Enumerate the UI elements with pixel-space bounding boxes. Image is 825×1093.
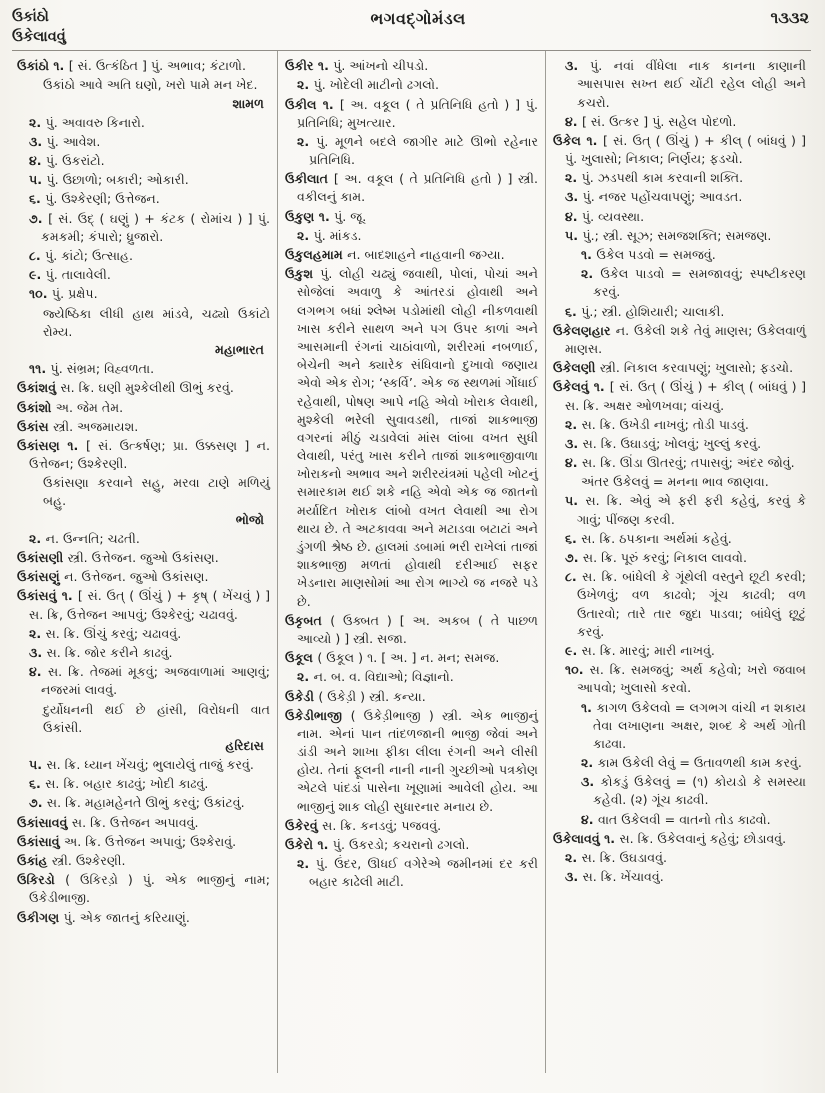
sense-item xyxy=(553,303,806,321)
column-1 xyxy=(10,51,277,1073)
entry-text: સ. ક્રિ. ઘણી મુશ્કેલીથી ઊભું કરવું. xyxy=(60,380,234,396)
sense-item xyxy=(553,492,806,528)
headword: ઉકેરો ૧. xyxy=(285,837,333,852)
entry-text: પું. સંભ્રમ; વિહ્વળતા. xyxy=(50,361,155,377)
sense-item xyxy=(17,663,270,699)
quote-source: હરિદાસ xyxy=(225,737,264,753)
headword: ઉકેલાવવું ૧. xyxy=(553,830,620,846)
sense-number: ૩. xyxy=(565,189,583,205)
sense-number: ૨. xyxy=(297,669,314,685)
sense-item xyxy=(17,190,270,208)
headword: ઉકીલ ૧. xyxy=(285,96,340,112)
sense-number: ૪. xyxy=(565,455,582,471)
sense-item xyxy=(17,794,270,812)
sense-item xyxy=(553,208,806,226)
sense-item xyxy=(17,152,270,170)
headword: ઉકાંસાવવું xyxy=(17,814,72,830)
sense-item xyxy=(17,530,270,548)
entry-text: [ સં. ઉત્ ( ઊંચું ) + કૃષ્ ( ખેંચવું ) ] સ. ક્રિ, ઉત્તેજન આપવું; ઉશ્કેરવું; ચઢાવવું. xyxy=(29,588,270,622)
entry-text: પું. વ્યવસ્થા. xyxy=(581,208,645,224)
headword: ઉકેલ ૧. xyxy=(553,132,604,148)
sense-number: ૩. xyxy=(581,774,601,790)
entry-text: પું. તાલાવેલી. xyxy=(45,267,111,283)
verse-quote xyxy=(17,701,270,756)
sense-number: ૨. xyxy=(297,227,314,243)
entry-text: સ. ક્રિ. ઊંચું કરવું; ચઢાવવું. xyxy=(45,625,182,641)
entry-text: સ. ક્રિ. ઉત્તેજન અપાવવું. xyxy=(71,814,199,830)
sense-number: ૨. xyxy=(29,114,46,130)
sense-item xyxy=(553,849,806,867)
dictionary-entry xyxy=(285,265,538,611)
idiom-line xyxy=(553,811,806,829)
entry-text: ( ઉકેડ઼ીભાજી ) સ્ત્રી. એક ભાજીનું નામ. એનાં પાન તાંદળજાની ભાજી જેવાં અને ડાંડી અને શાખા ફીકા લીલા રંગની અને લીસી હોય. તેનાં ફૂલની નાની નાની ગુચ્છીઓ પત્રકોણ એટલે પાંદડાં પાસેના ખૂણામાં આવેલી હોય. આ ભાજીનું શાક લોહી સુધારનાર મનાય છે. xyxy=(297,707,538,814)
entry-text: પું. ઉંદર, ઊધઈ વગેરેએ જમીનમાં દર કરી બહાર કાઢેલી માટી. xyxy=(309,856,539,890)
entry-text: પું.; સ્ત્રી. હોશિયારી; ચાલાકી. xyxy=(581,303,725,319)
entry-text: સ. ક્રિ. જોર કરીને કાઢવું. xyxy=(46,644,173,660)
entry-text: ( ઉકેડ઼ી ) સ્ત્રી. કન્યા. xyxy=(318,688,426,704)
headword: ઉકેડીભાજી xyxy=(285,707,351,723)
headword: ઉકાંસવું ૧. xyxy=(17,588,78,604)
dictionary-entry xyxy=(285,96,538,132)
entry-text: દુર્યોધનની થઈ છે હાંસી, વિરોધની વાત ઉકાંસી. xyxy=(43,701,270,735)
dictionary-entry xyxy=(17,587,270,623)
dictionary-entry xyxy=(285,707,538,816)
dictionary-entry xyxy=(285,817,538,835)
column-3 xyxy=(545,51,813,1073)
dictionary-entry xyxy=(285,57,538,75)
sense-number: ૭. xyxy=(29,795,47,811)
sense-number: ૨. xyxy=(581,755,598,771)
sense-item xyxy=(17,775,270,793)
entry-text: પું. પ્રક્ષેપ. xyxy=(51,286,98,302)
headword: ઉકેરવું xyxy=(285,817,323,833)
headword: ઉકૃબત xyxy=(285,612,331,628)
page-header xyxy=(10,8,813,49)
sense-number: ૪. xyxy=(565,208,582,224)
sense-number: ૩. xyxy=(29,133,47,149)
headword: ઉકાંસાવું xyxy=(17,833,65,849)
headword: ઉકુશ xyxy=(285,266,321,282)
sense-number: ૧૧. xyxy=(29,361,51,377)
sense-number: ૮. xyxy=(29,248,46,263)
headword: ઉકાંશવું xyxy=(17,380,61,396)
entry-text: સ. ક્રિ. ઉકેલવાનું કહેવું; છોડાવવું. xyxy=(619,830,787,846)
sense-item xyxy=(17,247,270,265)
entry-text: [ અ. વકૂલ ( તે પ્રતિનિધિ હતો ) ] પું. પ્રતિનિધિ; મુખત્યાર. xyxy=(297,96,538,130)
entry-text: ન. ઉત્તેજન. જુઓ ઉકાંસણ. xyxy=(64,569,209,585)
entry-text: સ. ક્રિ. મારવું; મારી નાખવું. xyxy=(581,642,715,658)
dictionary-entry xyxy=(17,833,270,851)
entry-text: સ. ક્રિ. બહાર કાઢવું; ખોદી કાઢવું. xyxy=(45,776,209,792)
entry-text: ઉકેલ પડવો = સમજવું. xyxy=(596,247,716,262)
sense-item xyxy=(553,416,806,434)
sense-number: ૫. xyxy=(565,493,586,509)
dictionary-entry xyxy=(17,418,270,436)
headword: ઉકેલવું ૧. xyxy=(553,379,610,395)
headword: ઉકેલણહાર xyxy=(553,322,616,338)
verse-quote xyxy=(17,474,270,529)
sense-number: ૫. xyxy=(565,227,583,243)
quote-source: મહાભારત xyxy=(215,341,264,357)
sense-number: ૪. xyxy=(565,113,582,129)
dictionary-entry xyxy=(17,852,270,870)
quote-source: ભોજો xyxy=(235,511,264,527)
dictionary-entry xyxy=(285,649,538,667)
verse-quote xyxy=(17,76,270,112)
headword: ઉકાંઠો ૧. xyxy=(17,58,69,74)
entry-text: ( ઉકિરડ઼ો ) પું. એક ભાજીનું નામ; ઉકેડીભાજી. xyxy=(29,872,270,906)
entry-text: [ અ. વકૂલ ( તે પ્રતિનિધિ હતો ) ] સ્ત્રી. વકીલનું કામ. xyxy=(297,171,538,205)
entry-text: સ. ક્રિ. પૂરું કરવું; નિકાલ લાવવો. xyxy=(582,550,747,565)
headword: ઉકીગણ xyxy=(17,909,64,925)
sense-number: ૬. xyxy=(565,530,582,546)
sense-item xyxy=(285,855,538,891)
dictionary-entry xyxy=(553,378,806,414)
entry-text: ન. બ. વ. વિદ્યાઓ; વિજ્ઞાનો. xyxy=(313,669,454,685)
entry-text: વાત ઉકેલવી = વાતનો તોડ કાઢવો. xyxy=(597,811,771,827)
headword: ઉકેલણી xyxy=(553,360,600,376)
entry-text: સ. ક્રિ. તેજમાં મૂકવું; અજવાળામાં આણવું; નજરમાં લાવવું. xyxy=(41,664,270,698)
sense-item xyxy=(17,644,270,662)
sense-number: ૪. xyxy=(29,153,46,169)
entry-text: પું. નવાં વીંધેલા નાક કાનના કાણાની આસપાસ સખ્ત થઈ ચોંટી રહેલ લોહી અને કચરો. xyxy=(577,58,806,110)
sense-item xyxy=(17,133,270,151)
entry-text: ન. બાદશાહને નાહવાની જગ્યા. xyxy=(347,247,505,262)
running-head-last-word: ઉકેલાવવું xyxy=(12,28,66,45)
sense-number: ૭. xyxy=(565,550,583,565)
entry-text: પું. ઝડપથી કામ કરવાની શક્તિ. xyxy=(581,170,744,186)
sense-number: ૯. xyxy=(565,642,582,658)
idiom-line xyxy=(553,473,806,491)
entry-text: ( ઉક્બત ) [ અ. અકબ ( તે પાછળ આવ્યો ) ] સ્ત્રી. સજા. xyxy=(297,612,539,646)
entry-text: પું. ઉકરાંટો. xyxy=(45,153,105,169)
entry-text: પું. અવાવરુ કિનારો. xyxy=(45,114,145,130)
entry-text: પું.; સ્ત્રી. સૂઝ; સમજશક્તિ; સમજણ. xyxy=(582,227,772,243)
running-head-first-word: ઉકાંઠો xyxy=(12,9,49,25)
sense-item xyxy=(17,266,270,284)
sense-number: ૨. xyxy=(581,266,601,282)
entry-text: [ સં. ઉત્કર્ષણ; પ્રા. ઉક્કસણ ] ન. ઉત્તેજન; ઉશ્કેરણી. xyxy=(29,437,271,472)
sense-number: ૩. xyxy=(565,869,583,885)
entry-text: પું. મૂળને બદલે જાગીર માટે ઊભો રહેનાર પ્રતિનિધિ. xyxy=(309,133,538,168)
sense-item xyxy=(553,435,806,453)
dictionary-entry xyxy=(17,437,270,473)
sense-item xyxy=(553,568,806,641)
dictionary-entry xyxy=(17,568,270,586)
headword: ઉકાંશો xyxy=(17,399,56,415)
dictionary-entry xyxy=(553,322,806,358)
dictionary-entry xyxy=(285,170,538,206)
entry-text: સ્ત્રી. નિકાલ કરવાપણું; ખુલાસો; ફડચો. xyxy=(599,360,794,376)
entry-text: પું. જૂ. xyxy=(334,208,367,224)
idiom-line xyxy=(553,773,806,809)
sense-number: ૯. xyxy=(29,267,46,283)
entry-text: સ. ક્રિ. ખેંચાવવું. xyxy=(582,869,664,885)
entry-text: કામ ઉકેલી લેવું = ઉતાવળથી કામ કરવું. xyxy=(597,755,802,771)
sense-number: ૨. xyxy=(565,170,582,186)
dictionary-entry xyxy=(285,836,538,854)
headword: ઉકુણ ૧. xyxy=(285,208,335,224)
headword: ઉકૂલ xyxy=(285,650,318,666)
entry-text: કોકડું ઉકેલવું = (૧) કોયડો કે સમસ્યા કહેવી. (૨) ગૂંચ કાઢવી. xyxy=(593,774,806,808)
sense-number: ૪. xyxy=(581,811,598,827)
sense-item xyxy=(17,285,270,303)
sense-item xyxy=(17,210,270,246)
entry-text: સ. ક્રિ. એવું એ ફરી ફરી કહેવું, કરવું કે ગાવું; પીંજણ કરવી. xyxy=(577,493,806,527)
dictionary-entry xyxy=(17,379,270,397)
sense-item xyxy=(553,642,806,660)
sense-item xyxy=(553,661,806,697)
sense-number: ૧. xyxy=(581,247,597,262)
sense-number: ૩. xyxy=(565,58,591,74)
sense-number: ૬. xyxy=(565,303,582,319)
sense-number: ૫. xyxy=(29,757,47,773)
headword: ઉકીર ૧. xyxy=(285,58,334,74)
entry-text: પું. નજર પહોંચવાપણું; આવડત. xyxy=(582,189,743,205)
entry-text: કાગળ ઉકેલવો = લગભગ વાંચી ન શકાય તેવા લખાણના અક્ષર, શબ્દ કે અર્થ ગોતી કાઢવા. xyxy=(593,699,806,751)
dictionary-entry xyxy=(17,871,270,907)
entry-text: સ. ક્રિ. ઠપકાના અર્થમાં કહેવું. xyxy=(581,530,732,546)
entry-text: [ સં. ઉત્ ( ઊંચું ) + કીલ્ ( બાંધવું ) ] પું. ખુલાસો; નિકાલ; નિર્ણય; ફડચો. xyxy=(565,132,806,167)
sense-number: ૨. xyxy=(29,625,46,641)
entry-text: ( ઉકૂલ ) ૧. [ અ. ] ન. મન; સમજ. xyxy=(317,650,500,666)
sense-number: ૨. xyxy=(565,416,582,432)
dictionary-entry xyxy=(285,688,538,706)
sense-item xyxy=(553,454,806,472)
dictionary-entry xyxy=(17,549,270,567)
entry-text: અ. ક્રિ. ઉત્તેજન અપાવું; ઉશ્કેરાવું. xyxy=(64,833,237,849)
dictionary-entry xyxy=(285,208,538,226)
sense-number: ૧. xyxy=(581,699,597,715)
entry-text: ઉકાંઠો આવે અતિ ઘણો, ખરો પામે મન ખેદ. xyxy=(43,77,258,93)
entry-text: સ. ક્રિ. કનડવું; પજવવું. xyxy=(322,817,442,833)
dictionary-entry xyxy=(17,814,270,832)
entry-text: [ સં. ઉત્કર ] પું. સહેલ પોદળો. xyxy=(581,113,737,129)
entry-text: સ. ક્રિ. ઉઘડાવવું. xyxy=(581,850,667,865)
headword: ઉકુલહમામ xyxy=(285,247,348,262)
sense-item xyxy=(553,549,806,567)
idiom-line xyxy=(553,246,806,264)
sense-number: ૧૦. xyxy=(29,286,52,302)
entry-text: સ. ક્રિ. ઊંડા ઊતરવું; તપાસવું; અંદર જોવું. xyxy=(581,455,795,471)
entry-text: [ સં. ઉદ્ ( ઘણું ) + કંટક ( રોમાંચ ) ] પું. કમકમી; કંપારો; ધ્રુજારો. xyxy=(41,210,270,244)
sense-number: ૫. xyxy=(29,172,47,188)
entry-text: પું. ઉશ્કેરણી; ઉત્તેજન. xyxy=(45,191,160,207)
headword: ઉકેડી xyxy=(285,688,319,704)
headword: ઉકાંસણું xyxy=(17,569,65,585)
sense-item xyxy=(285,76,538,94)
sense-number: ૩. xyxy=(565,435,583,451)
entry-text: અંતર ઉકેલવું = મનના ભાવ જાણવા. xyxy=(581,474,769,490)
sense-item xyxy=(285,227,538,245)
sense-number: ૨. xyxy=(565,850,582,865)
headword: ઉકાંસણ ૧. xyxy=(17,437,86,453)
entry-text: ઉકેલ પાડવો = સમજાવવું; સ્પષ્ટીકરણ કરવું. xyxy=(593,266,807,300)
entry-text: [ સં. ઉત્કંઠિત ] પું. અભાવ; કંટાળો. xyxy=(68,58,246,74)
sense-number: ૭. xyxy=(29,210,49,226)
sense-item xyxy=(17,114,270,132)
entry-text: સ. ક્રિ. ઉઘાડવું; ખોલવું; ખુલ્લું કરવું. xyxy=(582,435,762,451)
headword: ઉકાંસણી xyxy=(17,550,68,565)
entry-text: સ્ત્રી. ઉત્તેજન. જુઓ ઉકાંસણ. xyxy=(67,550,219,565)
sense-number: ૨. xyxy=(297,856,316,872)
sense-item xyxy=(17,360,270,378)
entry-text: સ. ક્રિ. ઉખેડી નાખવું; તોડી પાડવું. xyxy=(581,416,749,432)
text-columns xyxy=(10,51,813,1073)
entry-text: પું. આવેશ. xyxy=(46,133,101,149)
entry-text: સ. ક્રિ. સમજવું; અર્થ કહેવો; ખરો જવાબ આપવો; ખુલાસો કરવો. xyxy=(577,662,806,696)
sense-number: ૩. xyxy=(29,644,47,660)
entry-text: ન. ઉકેલી શકે તેવું માણસ; ઉકેલવાળું માણસ. xyxy=(565,322,806,356)
dictionary-entry xyxy=(285,612,538,648)
sense-item xyxy=(17,171,270,189)
entry-text: પું. એક જાતનું કરિયાણું. xyxy=(63,909,190,925)
sense-item xyxy=(285,133,538,169)
quote-source: શામળ xyxy=(232,95,264,111)
dictionary-entry xyxy=(285,246,538,264)
sense-item xyxy=(17,756,270,774)
dictionary-entry xyxy=(17,57,270,75)
headword: ઉકાંહ xyxy=(17,853,52,868)
entry-text: સ્ત્રી. અજમાયશ. xyxy=(53,418,139,434)
entry-text: પું. ખોદેલી માટીનો ઢગલો. xyxy=(313,77,439,93)
column-2 xyxy=(277,51,545,1073)
sense-item xyxy=(553,227,806,245)
verse-quote xyxy=(17,305,270,360)
dictionary-entry xyxy=(17,909,270,927)
dictionary-entry xyxy=(553,830,806,848)
sense-number: ૮. xyxy=(565,569,583,585)
entry-text: સ. ક્રિ. ધ્યાન ખેંચવું; ભુલાયેલું તાજું કરવું. xyxy=(46,757,254,773)
entry-text: પું. ઉકરડો; કચરાનો ઢગલો. xyxy=(332,837,470,852)
headword: ઉકીલાત xyxy=(285,171,334,187)
dictionary-entry xyxy=(553,359,806,377)
entry-text: સ. ક્રિ. બાંધેલી કે ગૂંથેલી વસ્તુને છૂટી કરવી; ઉખેળવું; વળ કાઢવો; ગૂંચ કાઢવી; વળ ઉતારવો; તારે તાર જુદા પાડવા; બાંધેલું છૂટું કરવું. xyxy=(577,569,806,639)
entry-text: અ. જેમ તેમ. xyxy=(55,399,124,415)
idiom-line xyxy=(553,265,806,301)
sense-number: ૬. xyxy=(29,776,46,792)
sense-item xyxy=(285,668,538,686)
dictionary-entry xyxy=(553,132,806,168)
sense-number: ૧૦. xyxy=(565,662,590,678)
entry-text: [ સં. ઉત્ ( ઊંચું ) + કીલ્ ( બાંધવું ) ] સ. ક્રિ. અક્ષર ઓળખવા; વાંચવું. xyxy=(565,379,806,413)
entry-text: સ્ત્રી. ઉશ્કેરણી. xyxy=(51,853,126,868)
book-title: ભગવદ્ગોમંડલ xyxy=(370,9,466,28)
sense-item xyxy=(553,530,806,548)
entry-text: પું. ઉછાળો; બકારી; ઓકારી. xyxy=(46,172,189,188)
dictionary-entry xyxy=(17,399,270,417)
sense-item xyxy=(553,113,806,131)
page-number: ૧૩૩૨ xyxy=(770,8,809,27)
sense-number: ૨. xyxy=(297,77,314,93)
sense-number: ૬. xyxy=(29,191,46,207)
entry-text: પું. આંખનો ચીપડો. xyxy=(333,58,429,74)
idiom-line xyxy=(553,754,806,772)
running-head-left xyxy=(12,8,66,47)
sense-item xyxy=(553,188,806,206)
entry-text: ન. ઉન્નતિ; ચઢતી. xyxy=(45,530,140,546)
idiom-line xyxy=(553,699,806,754)
headword: ઉકાંસ xyxy=(17,418,54,434)
entry-text: ઉકાંસણા કરવાને સહુ, મરવા ટાણે મળિયું બહુ. xyxy=(43,475,270,509)
sense-number: ૪. xyxy=(29,664,48,680)
entry-text: પું. માંકડ. xyxy=(313,227,362,243)
entry-text: જ્યેષ્ઠિકા લીધી હાથ માંડવે, ચઢ્યો ઉકાંટો રોમ્ય. xyxy=(43,305,270,339)
entry-text: સ. ક્રિ. મહામહેનતે ઊભું કરવું; ઉકાંટવું. xyxy=(46,795,245,811)
headword: ઉકિરડો xyxy=(17,872,66,888)
sense-item xyxy=(553,868,806,886)
sense-number: ૨. xyxy=(297,133,317,149)
entry-text: પું. કાંટો; ઉત્સાહ. xyxy=(45,248,134,263)
sense-item xyxy=(17,625,270,643)
entry-text: પું. લોહી ચઢ્યું જવાથી, પોલાં, પોચાં અને સોજેલાં અવાળુ કે આંતરડાં હોવાથી અને લગભગ બધાં શ્લેષ્મ પડોમાંથી લોહી નીકળવાથી ખાસ કરીને સાથળ અને પગ ઉપર કાળાં અને આસમાની રંગનાં ચાઠાંવાળો, શરીરમાં નબળાઈ, બેચેની અને ક્યારેક સંધિવાનો દુખાવો જણાય એવો એક રોગ; ‘સ્કર્વિ’. એક જ સ્થળમાં ગોંધાઈ રહેવાથી, પોષણ આપે નહિ એવો ખોરાક લેવાથી, મુશ્કેલી ભરેલી સુવાવડથી, તાજાં શાકભાજી વગરનાં મીઠું ચડાવેલાં માંસ લાંબા વખત સુધી લેવાથી, પરંતુ ખાસ કરીને તાજાં શાકભાજીવાળા ખોરાકનો અભાવ અને શરીરયંત્રમાં પહેલી ખોટનું સમારકામ થઈ શકે નહિ એવો એક જ જાતનો મર્યાદિત ખોરાક લાંબો વખત લેવાથી આ રોગ થાય છે. તે અટકાવવા અને મટાડવા બટાટાં અને ડુંગળી શ્રેષ્ઠ છે. હાલમાં ડબામાં ભરી રાખેલાં તાજાં શાકભાજી મળતાં હોવાથી દરીઆઈ સફર ખેડનારા માણસોમાં આ રોગ ભાગ્યે જ નજરે પડે છે. xyxy=(297,266,538,609)
sense-number: ૨. xyxy=(29,530,46,546)
sense-item xyxy=(553,169,806,187)
sense-item xyxy=(553,57,806,112)
